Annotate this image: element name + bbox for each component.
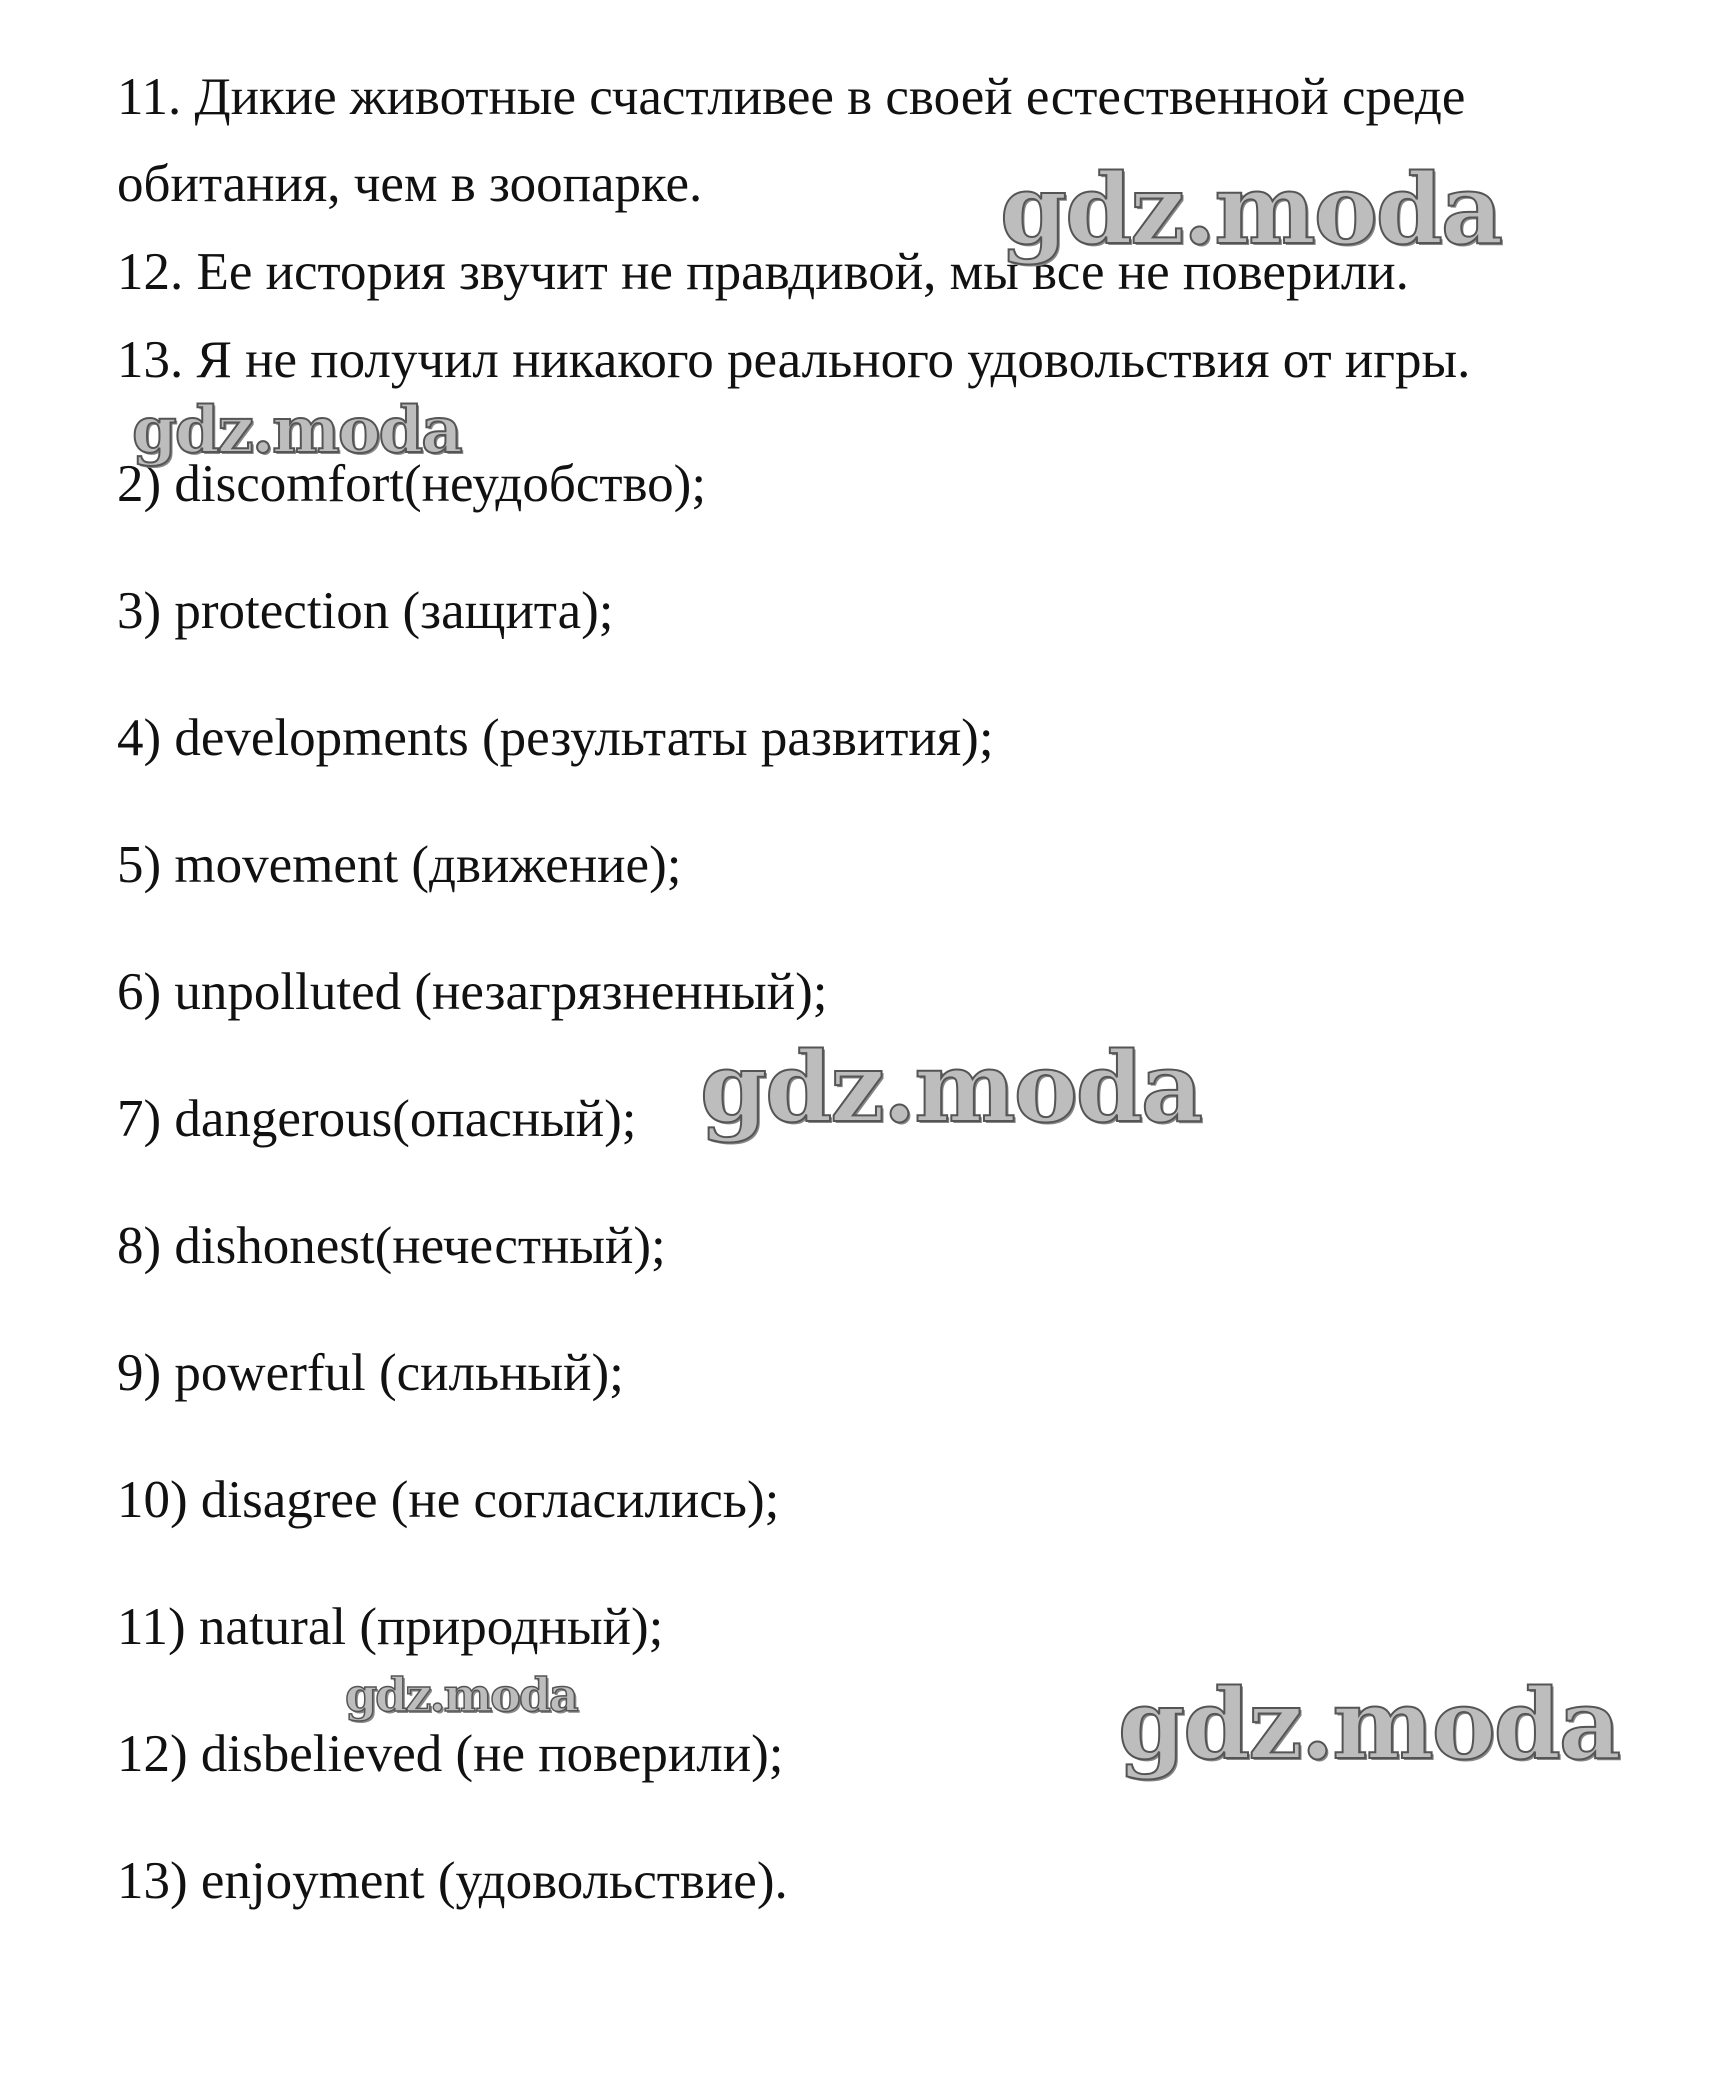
sentence-12: 12. Ее история звучит не правдивой, мы все не поверили. xyxy=(117,243,1409,301)
sentence-11-part-1: 11. Дикие животные счастливее в своей естественной среде xyxy=(117,68,1466,126)
answer-11: 11) natural (природный); xyxy=(117,1598,664,1656)
answer-4: 4) developments (результаты развития); xyxy=(117,709,994,767)
watermark: gdz.moda xyxy=(132,393,461,468)
watermark: gdz.moda xyxy=(700,1031,1202,1144)
sentence-11-part-2: обитания, чем в зоопарке. xyxy=(117,155,703,213)
answer-6: 6) unpolluted (незагрязненный); xyxy=(117,963,828,1021)
answer-9: 9) powerful (сильный); xyxy=(117,1344,624,1402)
answer-10: 10) disagree (не согласились); xyxy=(117,1471,780,1529)
watermark: gdz.moda xyxy=(1118,1668,1620,1781)
watermark: gdz.moda xyxy=(345,1668,577,1722)
answer-2: 2) discomfort(неудобство); xyxy=(117,455,707,513)
answer-5: 5) movement (движение); xyxy=(117,836,682,894)
answer-12: 12) disbelieved (не поверили); xyxy=(117,1725,784,1783)
answer-3: 3) protection (защита); xyxy=(117,582,614,640)
sentence-13: 13. Я не получил никакого реального удовольствия от игры. xyxy=(117,331,1471,389)
answer-13: 13) enjoyment (удовольствие). xyxy=(117,1852,788,1910)
watermark: gdz.moda xyxy=(1000,153,1502,266)
answer-8: 8) dishonest(нечестный); xyxy=(117,1217,666,1275)
answer-7: 7) dangerous(опасный); xyxy=(117,1090,637,1148)
